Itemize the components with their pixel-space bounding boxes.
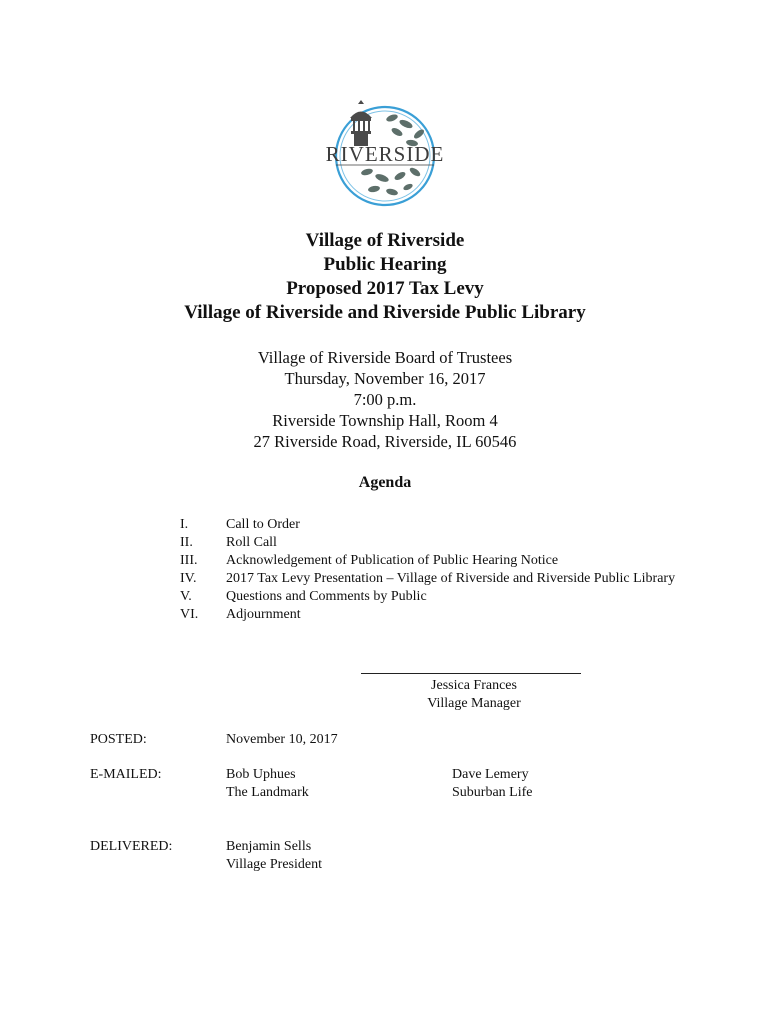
meeting-date: Thursday, November 16, 2017 <box>284 369 486 388</box>
emailed-recipients-right <box>452 766 532 802</box>
recipient-name: Bob Uphues <box>226 767 296 782</box>
delivered-label: DELIVERED: <box>90 839 173 854</box>
agenda-item <box>180 552 680 570</box>
agenda-item <box>180 606 680 624</box>
meeting-details <box>0 347 770 452</box>
title-line: Village of Riverside <box>305 230 465 251</box>
logo-text: RIVERSIDE <box>325 142 445 166</box>
meeting-address: 27 Riverside Road, Riverside, IL 60546 <box>253 432 517 451</box>
agenda-item-number: I. <box>180 517 189 532</box>
title-line: Public Hearing <box>323 254 447 275</box>
recipient-name: Dave Lemery <box>452 767 529 782</box>
signer-title: Village Manager <box>427 696 521 711</box>
agenda-item-text: Roll Call <box>226 535 277 550</box>
delivered-recipient <box>226 838 322 874</box>
signature-line <box>361 673 581 674</box>
title-line: Proposed 2017 Tax Levy <box>286 278 484 299</box>
recipient-outlet: Suburban Life <box>452 785 533 800</box>
agenda-item-number: III. <box>180 553 198 568</box>
recipient-outlet: The Landmark <box>226 785 309 800</box>
agenda-item-text: Questions and Comments by Public <box>226 589 427 604</box>
agenda-item-number: V. <box>180 589 192 604</box>
signer-name: Jessica Frances <box>431 678 517 693</box>
recipient-title: Village President <box>226 857 322 872</box>
meeting-time: 7:00 p.m. <box>353 390 417 409</box>
emailed-label: E-MAILED: <box>90 767 162 782</box>
agenda-item-number: II. <box>180 535 193 550</box>
agenda-item <box>180 570 680 588</box>
agenda-item-number: VI. <box>180 607 199 622</box>
agenda-list <box>180 516 680 624</box>
agenda-item-text: Call to Order <box>226 517 300 532</box>
agenda-item <box>180 516 680 534</box>
agenda-item-text: Acknowledgement of Publication of Public Hearing Notice <box>226 553 559 568</box>
agenda-item-text: 2017 Tax Levy Presentation – Village of Riverside and Riverside Public Library <box>226 571 676 586</box>
title-line: Village of Riverside and Riverside Public Library <box>184 302 586 323</box>
recipient-name: Benjamin Sells <box>226 839 312 854</box>
agenda-item <box>180 534 680 552</box>
agenda-item-text: Adjournment <box>226 607 301 622</box>
agenda-heading: Agenda <box>358 474 412 491</box>
meeting-body: Village of Riverside Board of Trustees <box>257 348 513 367</box>
posted-date: November 10, 2017 <box>226 732 338 747</box>
meeting-location: Riverside Township Hall, Room 4 <box>272 411 498 430</box>
emailed-recipients-left <box>226 766 309 802</box>
signature-block <box>361 677 587 713</box>
agenda-item <box>180 588 680 606</box>
agenda-item-number: IV. <box>180 571 197 586</box>
riverside-logo <box>322 96 448 208</box>
posted-label: POSTED: <box>90 732 147 747</box>
document-title <box>0 229 770 325</box>
